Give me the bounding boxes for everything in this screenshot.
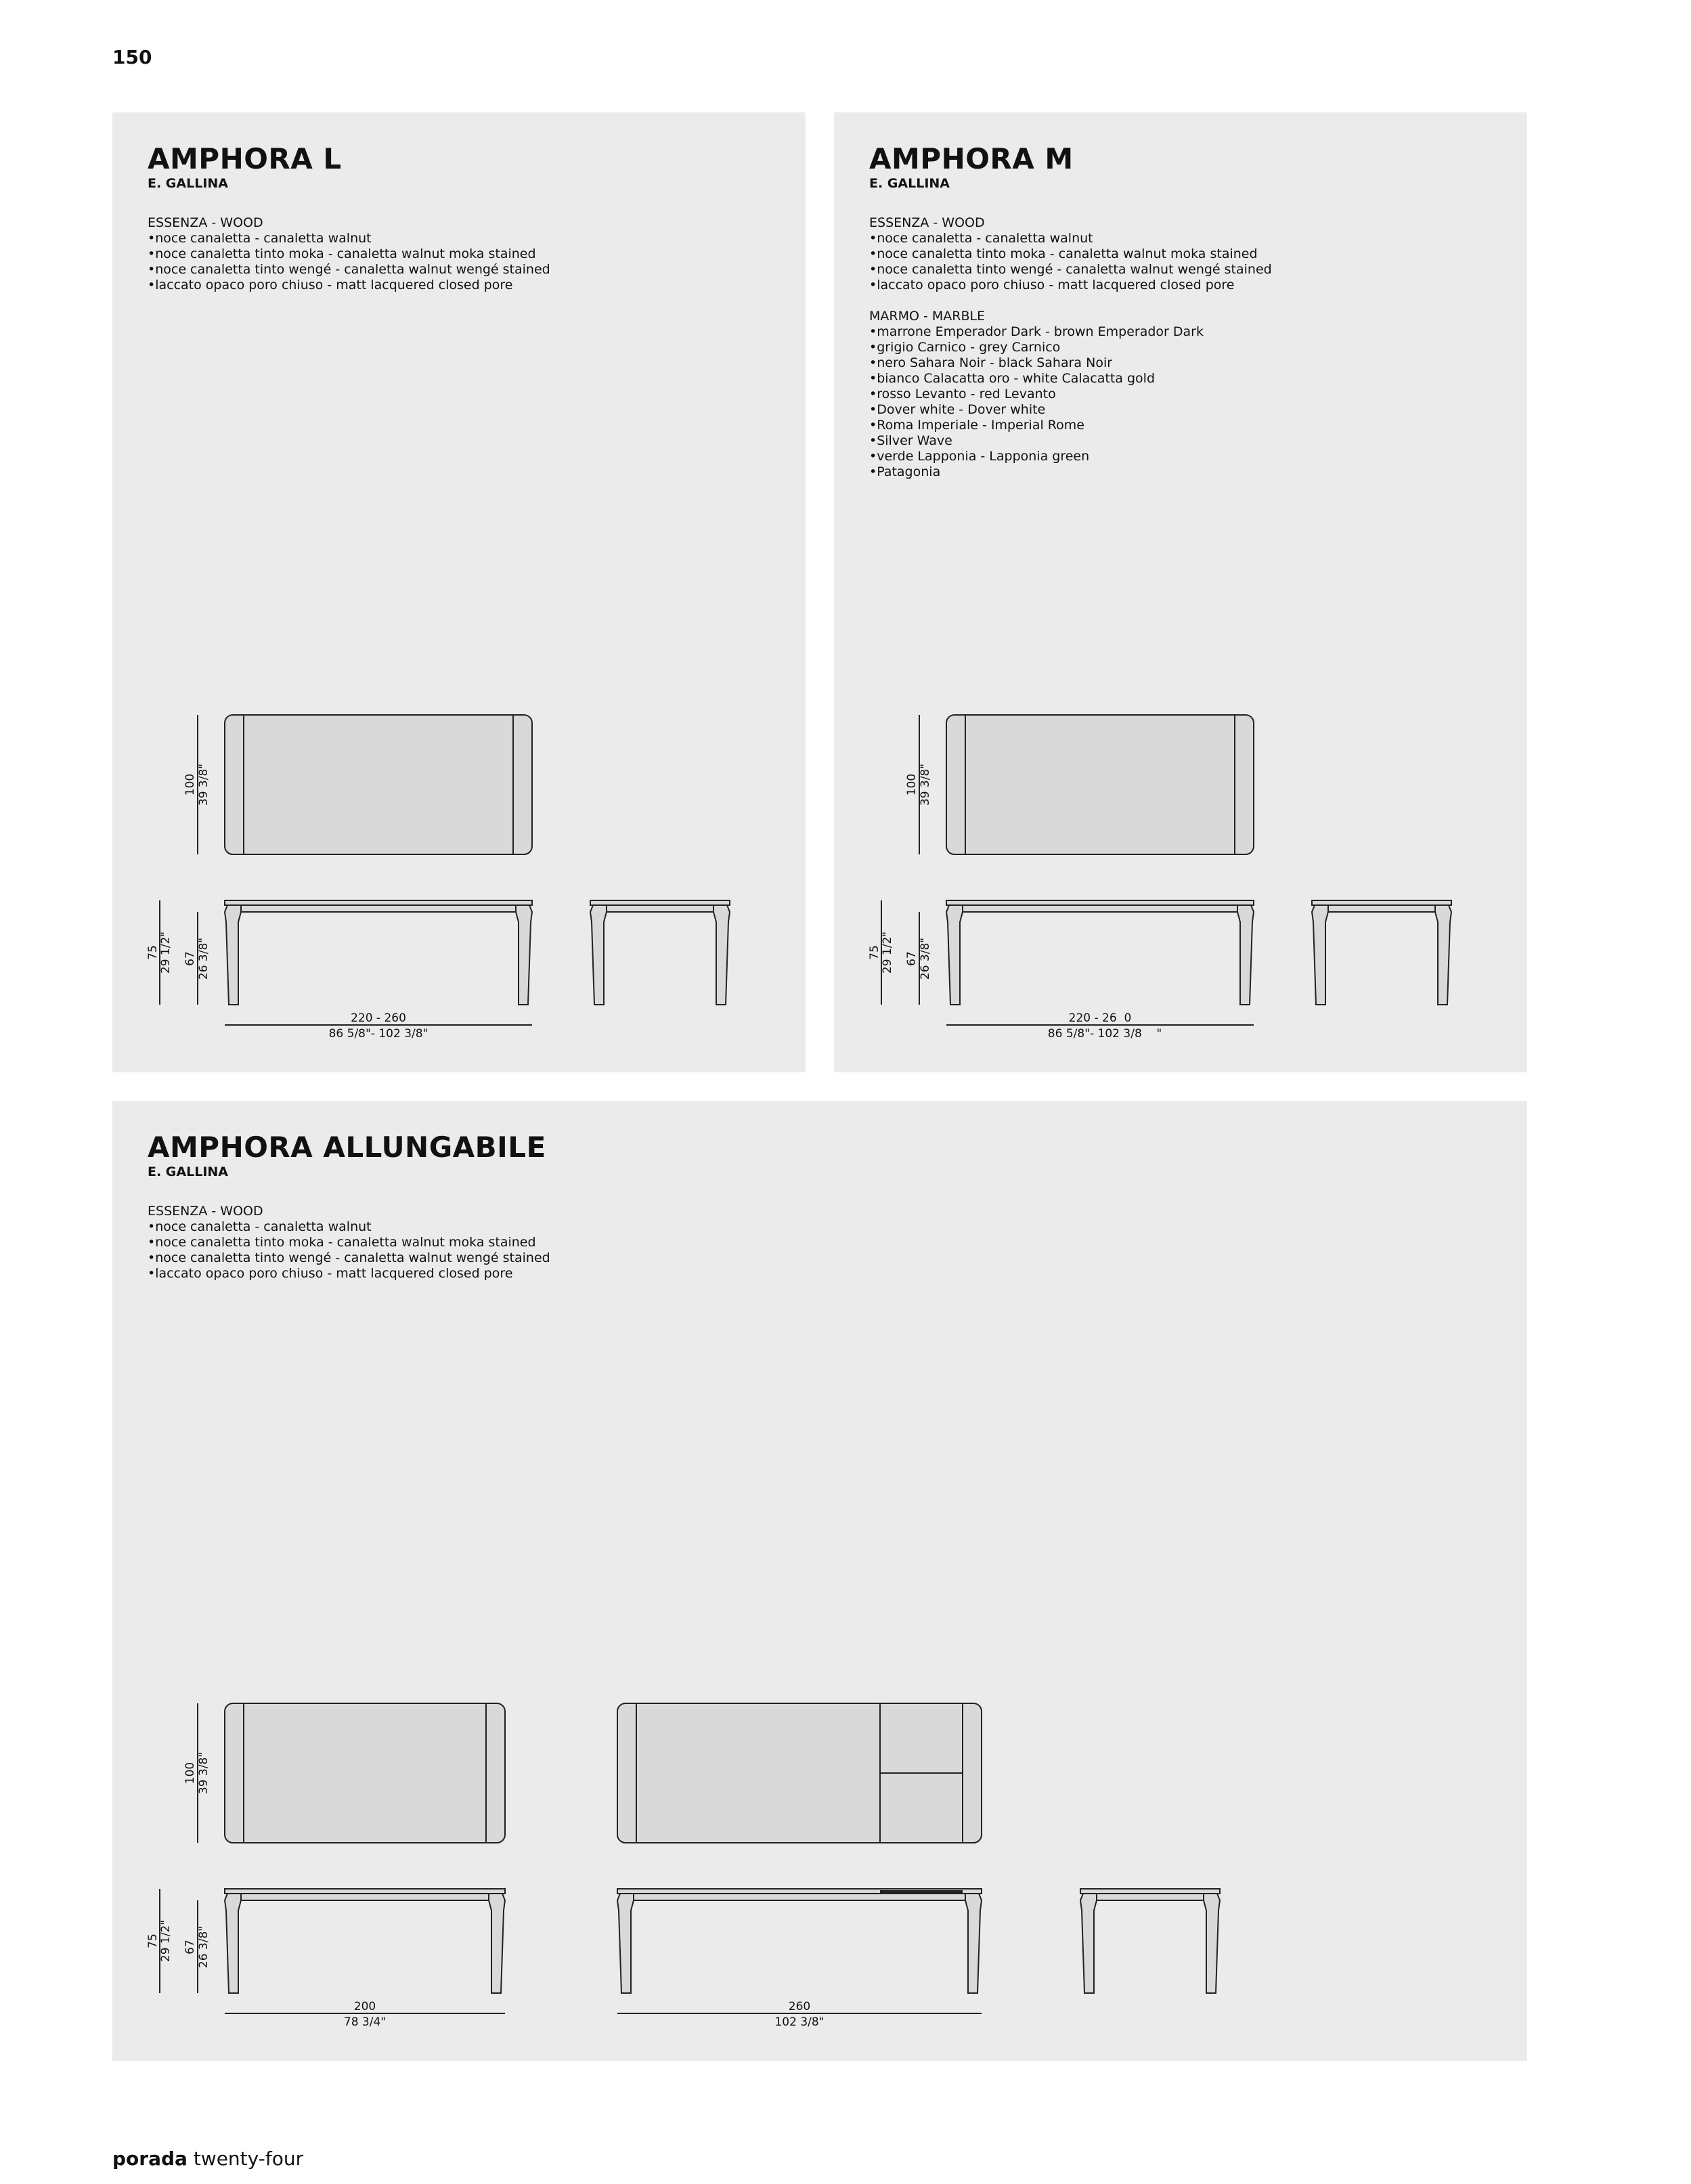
depth-in-label: 39 3/8": [197, 763, 211, 806]
spec-item: • grigio Carnico - grey Carnico: [869, 340, 1272, 355]
table-side-view: [590, 900, 730, 1005]
height-cm-label: 75: [146, 945, 160, 960]
spec-group-heading: ESSENZA - WOOD: [148, 215, 263, 230]
spec-item: • laccato opaco poro chiuso - matt lacquered closed pore: [869, 278, 1272, 293]
technical-drawing: [834, 112, 1527, 1072]
width-cm-label: 220 - 26 0: [1068, 1011, 1132, 1025]
width-open-in-label: 102 3/8": [774, 2015, 825, 2029]
table-side-view: [1312, 900, 1451, 1005]
width-closed-in-label: 78 3/4": [343, 2015, 387, 2029]
under-in-label: 26 3/8": [919, 937, 932, 980]
product-title: AMPHORA L: [148, 142, 342, 175]
designer-name: E. GALLINA: [148, 176, 229, 191]
height-in-label: 29 1/2": [159, 931, 173, 974]
depth-cm-label: 100: [905, 773, 919, 796]
depth-cm-label: 100: [183, 773, 197, 796]
spec-group-heading: ESSENZA - WOOD: [869, 215, 985, 230]
spec-item: • marrone Emperador Dark - brown Emperador Dark: [869, 324, 1272, 340]
table-top-view: [946, 715, 1254, 854]
product-panel-amphora-m: [834, 112, 1527, 1072]
spec-item: • noce canaletta tinto moka - canaletta walnut moka stained: [869, 246, 1272, 262]
brand-name: porada: [112, 2147, 188, 2170]
table-top-view-extended: [617, 1703, 982, 1843]
height-in-label: 29 1/2": [881, 931, 894, 974]
spec-item: • bianco Calacatta oro - white Calacatta gold: [869, 371, 1272, 387]
spec-item: • laccato opaco poro chiuso - matt lacquered closed pore: [148, 1266, 550, 1282]
spec-item: • verde Lapponia - Lapponia green: [869, 449, 1272, 464]
width-cm-label: 220 - 260: [351, 1011, 406, 1025]
height-in-label: 29 1/2": [159, 1919, 173, 1963]
spec-group-heading: ESSENZA - WOOD: [148, 1204, 263, 1219]
designer-name: E. GALLINA: [148, 1164, 229, 1179]
width-open-cm-label: 260: [788, 2000, 811, 2013]
width-in-label: 86 5/8"- 102 3/8 ": [1047, 1027, 1162, 1041]
under-in-label: 26 3/8": [197, 1925, 211, 1969]
spec-item: • noce canaletta tinto wengé - canaletta walnut wengé stained: [869, 262, 1272, 278]
designer-name: E. GALLINA: [869, 176, 950, 191]
under-cm-label: 67: [905, 951, 919, 966]
spec-item: • Patagonia: [869, 464, 1272, 480]
under-cm-label: 67: [183, 1940, 197, 1954]
spec-item: • noce canaletta tinto wengé - canaletta walnut wengé stained: [148, 1250, 550, 1266]
product-title: AMPHORA M: [869, 142, 1074, 175]
spec-group-heading: MARMO - MARBLE: [869, 309, 986, 324]
width-closed-cm-label: 200: [353, 2000, 376, 2013]
table-front-view-closed: [225, 1889, 505, 1993]
depth-in-label: 39 3/8": [197, 1751, 211, 1795]
table-front-view: [946, 900, 1254, 1005]
spec-item: • noce canaletta - canaletta walnut: [869, 231, 1272, 246]
table-front-view: [225, 900, 532, 1005]
height-cm-label: 75: [868, 945, 881, 960]
page-number: 150: [112, 46, 152, 68]
table-side-view: [1080, 1889, 1220, 1993]
spec-item: • Roma Imperiale - Imperial Rome: [869, 418, 1272, 433]
under-in-label: 26 3/8": [197, 937, 211, 980]
spec-item: • noce canaletta tinto moka - canaletta walnut moka stained: [148, 1235, 550, 1250]
technical-drawing: [112, 112, 806, 1072]
spec-item: • rosso Levanto - red Levanto: [869, 387, 1272, 402]
spec-item: • Dover white - Dover white: [869, 402, 1272, 418]
height-cm-label: 75: [146, 1934, 160, 1948]
spec-item: • noce canaletta - canaletta walnut: [148, 231, 550, 246]
spec-item: • laccato opaco poro chiuso - matt lacquered closed pore: [148, 278, 550, 293]
spec-item: • noce canaletta tinto wengé - canaletta walnut wengé stained: [148, 262, 550, 278]
spec-item: • noce canaletta tinto moka - canaletta walnut moka stained: [148, 246, 550, 262]
table-top-view-closed: [225, 1703, 505, 1843]
table-front-view-extended: [617, 1889, 982, 1993]
under-cm-label: 67: [183, 951, 197, 966]
spec-item: • nero Sahara Noir - black Sahara Noir: [869, 355, 1272, 371]
depth-cm-label: 100: [183, 1762, 197, 1785]
table-top-view: [225, 715, 532, 854]
width-in-label: 86 5/8"- 102 3/8": [328, 1027, 429, 1041]
spec-item: • noce canaletta - canaletta walnut: [148, 1219, 550, 1235]
product-title: AMPHORA ALLUNGABILE: [148, 1131, 546, 1164]
depth-in-label: 39 3/8": [919, 763, 932, 806]
product-panel-amphora-l: [112, 112, 806, 1072]
product-panel-amphora-allungabile: [112, 1101, 1527, 2061]
technical-drawing: [112, 1101, 1527, 2061]
catalog-edition: twenty-four: [193, 2147, 304, 2170]
footer: [112, 2147, 303, 2170]
spec-item: • Silver Wave: [869, 433, 1272, 449]
